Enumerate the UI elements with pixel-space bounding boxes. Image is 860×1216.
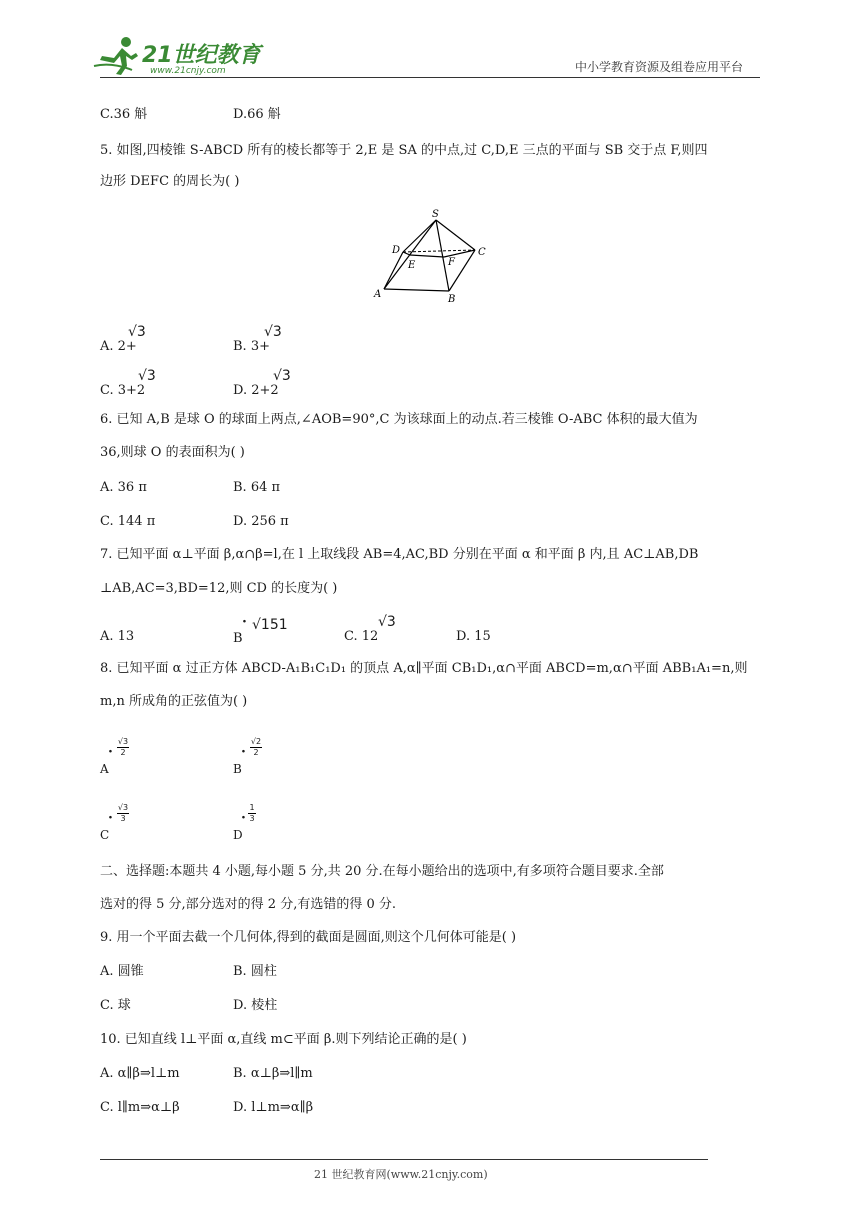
q8-option-c-den: 3 <box>120 814 126 823</box>
q4-option-c: C.36 斛 <box>100 107 148 122</box>
q8-option-b-frac <box>250 737 262 758</box>
q8-option-c-frac <box>117 803 129 824</box>
q8-option-d-frac <box>248 803 256 824</box>
q5-option-d-text: D. 2+2 <box>233 383 279 398</box>
logo-text: 21世纪教育 <box>142 43 261 68</box>
header-rule <box>100 77 760 78</box>
q8-option-b-dot: · <box>241 744 246 760</box>
q6-option-b: B. 64 π <box>233 480 281 495</box>
q8-option-a: A <box>100 762 109 776</box>
q8-option-a-num: √3 <box>117 737 129 746</box>
q9-text-line1: 9. 用一个平面去截一个几何体,得到的截面是圆面,则这个几何体可能是( ) <box>100 930 517 945</box>
edge-ab <box>384 289 449 291</box>
q4-option-d: D.66 斛 <box>233 107 281 122</box>
q5-option-a-text: A. 2+ <box>100 339 137 354</box>
q6-text-line1: 6. 已知 A,B 是球 O 的球面上两点,∠AOB=90°,C 为该球面上的动点.若三棱锥 O-ABC 体积的最大值为 <box>100 412 698 427</box>
section2-text-line1: 二、选择题:本题共 4 小题,每小题 5 分,共 20 分.在每小题给出的选项中,有多项符合题目要求.全部 <box>100 864 664 879</box>
edge-sd <box>403 220 436 252</box>
q5-option-d <box>233 382 279 400</box>
label-c: C <box>478 247 486 258</box>
q7-option-c-value: √3 <box>378 614 396 630</box>
q9-option-a: A. 圆锥 <box>100 964 144 979</box>
q5-option-a <box>100 338 137 356</box>
site-logo[interactable] <box>92 34 262 78</box>
q5-option-c-text: C. 3+2 <box>100 383 146 398</box>
q10-option-b: B. α⊥β⇒l∥m <box>233 1066 313 1081</box>
q6-option-c: C. 144 π <box>100 514 156 529</box>
pyramid-figure <box>370 205 495 305</box>
q7-text-line2: ⊥AB,AC=3,BD=12,则 CD 的长度为( ) <box>100 581 338 596</box>
q5-option-c-sqrt: √3 <box>138 368 156 384</box>
label-f: F <box>448 257 455 268</box>
q8-option-d-den: 3 <box>249 814 255 823</box>
q7-option-c: C. 12 <box>344 629 379 644</box>
q8-text-line2: m,n 所成角的正弦值为( ) <box>100 694 248 709</box>
q10-option-d: D. l⊥m⇒α∥β <box>233 1100 314 1115</box>
header-platform-title: 中小学教育资源及组卷应用平台 <box>575 60 744 74</box>
q6-option-a: A. 36 π <box>100 480 147 495</box>
q7-option-d: D. 15 <box>456 629 491 644</box>
q10-option-c: C. l∥m⇒α⊥β <box>100 1100 180 1115</box>
label-d: D <box>392 245 401 256</box>
runner-logo-icon <box>92 36 144 76</box>
q10-text-line1: 10. 已知直线 l⊥平面 α,直线 m⊂平面 β.则下列结论正确的是( ) <box>100 1032 467 1047</box>
q8-option-a-den: 2 <box>120 748 126 757</box>
q5-option-d-sqrt: √3 <box>273 368 291 384</box>
q8-option-b-num: √2 <box>250 737 262 746</box>
q5-text-line2: 边形 DEFC 的周长为( ) <box>100 174 240 189</box>
q7-text-line1: 7. 已知平面 α⊥平面 β,α∩β=l,在 l 上取线段 AB=4,AC,BD 分别在平面 α 和平面 β 内,且 AC⊥AB,DB <box>100 547 699 562</box>
section2-text-line2: 选对的得 5 分,部分选对的得 2 分,有选错的得 0 分. <box>100 897 397 912</box>
label-e: E <box>408 260 416 271</box>
q5-option-b-text: B. 3+ <box>233 339 270 354</box>
footer-rule <box>100 1159 708 1160</box>
label-a: A <box>374 289 382 300</box>
q5-option-b-sqrt: √3 <box>264 324 282 340</box>
edge-sc <box>436 220 475 250</box>
q9-option-b: B. 圆柱 <box>233 964 277 979</box>
q8-option-b-den: 2 <box>253 748 259 757</box>
q9-option-c: C. 球 <box>100 998 131 1013</box>
q5-option-a-sqrt: √3 <box>128 324 146 340</box>
q9-option-d: D. 棱柱 <box>233 998 278 1013</box>
q8-text-line1: 8. 已知平面 α 过正方体 ABCD-A₁B₁C₁D₁ 的顶点 A,α∥平面 CB₁D₁,α∩平面 ABCD=m,α∩平面 ABB₁A₁=n,则 <box>100 661 748 676</box>
q6-option-d: D. 256 π <box>233 514 289 529</box>
edge-da <box>384 252 403 289</box>
q7-option-b: B <box>233 631 243 646</box>
q8-option-d-num: 1 <box>249 803 255 812</box>
q8-option-a-frac <box>117 737 129 758</box>
q7-option-a: A. 13 <box>100 629 135 644</box>
q8-option-d-dot: · <box>241 810 246 826</box>
q8-option-b: B <box>233 762 242 776</box>
q7-option-b-value: √151 <box>252 617 288 633</box>
logo-url: www.21cnjy.com <box>150 66 226 76</box>
q8-option-d: D <box>233 828 243 842</box>
q5-option-b <box>233 338 270 356</box>
q8-option-c-dot: · <box>108 810 113 826</box>
q7-option-b-dot: · <box>242 614 247 630</box>
q6-text-line2: 36,则球 O 的表面积为( ) <box>100 445 245 460</box>
q8-option-c-num: √3 <box>117 803 129 812</box>
q5-text-line1: 5. 如图,四棱锥 S-ABCD 所有的棱长都等于 2,E 是 SA 的中点,过 C,D,E 三点的平面与 SB 交于点 F,则四 <box>100 143 708 158</box>
q8-option-c: C <box>100 828 110 842</box>
q10-option-a: A. α∥β⇒l⊥m <box>100 1066 180 1081</box>
footer-link[interactable]: 21 世纪教育网(www.21cnjy.com) <box>314 1168 488 1181</box>
label-s: S <box>432 209 439 220</box>
edge-sb <box>436 220 449 291</box>
q5-option-c <box>100 382 145 400</box>
label-b: B <box>448 294 456 305</box>
edge-ef <box>410 255 444 257</box>
q8-option-a-dot: · <box>108 744 113 760</box>
